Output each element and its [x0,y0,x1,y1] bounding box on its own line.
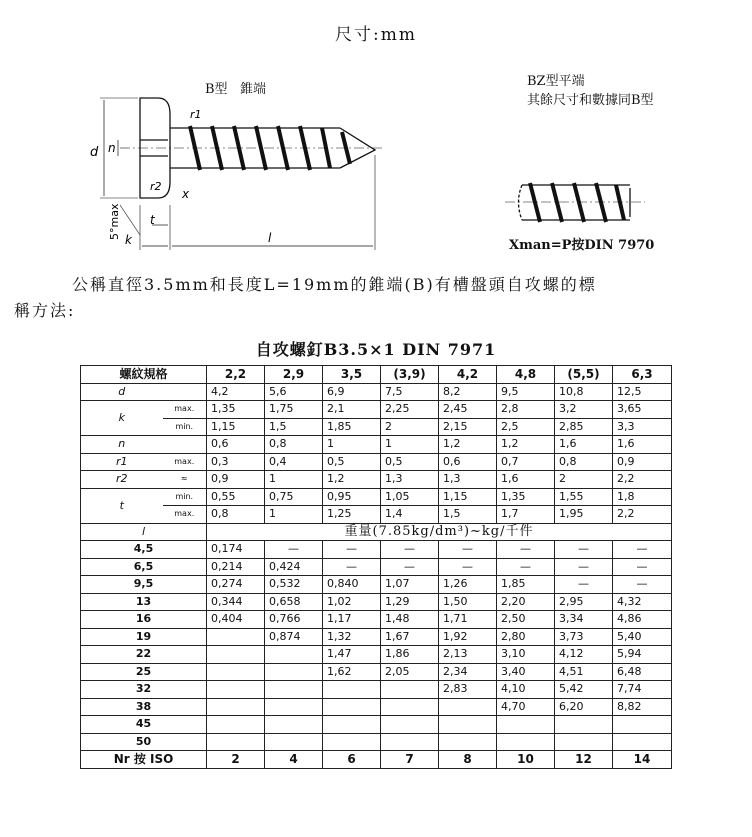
table-cell: 6,9 [323,383,381,401]
table-cell: — [497,558,555,576]
length-cell: 16 [81,611,207,629]
table-cell: 0,75 [265,488,323,506]
table-cell: 2,13 [439,646,497,664]
table-cell: 1,3 [381,471,439,489]
table-cell: — [555,576,613,594]
table-row [81,576,672,594]
weight-header: 重量(7.85kg/dm³)~kg/千件 [207,523,672,541]
table-cell: 0,766 [265,611,323,629]
size-header: (3,9) [381,366,439,384]
table-row [81,681,672,699]
table-cell: 0,4 [265,453,323,471]
table-cell: 9,5 [497,383,555,401]
table-cell [613,733,672,751]
table-cell [439,733,497,751]
table-cell: 2,20 [497,593,555,611]
table-cell [381,733,439,751]
length-cell: 38 [81,698,207,716]
table-cell: 2,95 [555,593,613,611]
designation-description [14,272,739,324]
table-cell: 1,95 [555,506,613,524]
table-cell: 0,840 [323,576,381,594]
table-cell: 1,35 [207,401,265,419]
b-type-screw [100,98,385,250]
nr-cell: 2 [207,751,265,769]
size-header: 2,2 [207,366,265,384]
table-row [81,716,672,734]
table-cell: 1,15 [207,418,265,436]
table-cell: — [555,541,613,559]
table-row [81,401,672,419]
table-cell: 3,65 [613,401,672,419]
table-cell: 1 [381,436,439,454]
length-cell: 19 [81,628,207,646]
row-label: k [81,401,163,436]
table-cell: 6,20 [555,698,613,716]
table-cell [207,628,265,646]
table-cell: 0,8 [207,506,265,524]
table-cell: 3,2 [555,401,613,419]
dim-n: n [108,141,116,155]
dim-t: t [150,213,155,227]
table-cell: 1,55 [555,488,613,506]
table-cell: 5,40 [613,628,672,646]
table-row [81,436,672,454]
table-cell [207,663,265,681]
table-cell: 4,10 [497,681,555,699]
row-label: d [81,383,163,401]
nr-cell: 12 [555,751,613,769]
table-cell: 1,48 [381,611,439,629]
table-cell: 1,15 [439,488,497,506]
table-cell [439,698,497,716]
table-row [81,646,672,664]
table-cell: 2,1 [323,401,381,419]
table-cell [497,733,555,751]
table-cell [265,716,323,734]
table-cell: 1,2 [439,436,497,454]
table-cell: 2,45 [439,401,497,419]
table-cell: 1,17 [323,611,381,629]
table-cell: — [613,558,672,576]
table-cell: — [497,541,555,559]
dim-r2: r2 [150,180,162,193]
table-cell: 2,2 [613,506,672,524]
description-line1: 公稱直徑3.5mm和長度L=19mm的錐端(B)有槽盤頭自攻螺的標 [72,275,597,294]
table-cell: 1,47 [323,646,381,664]
table-title: 自攻螺釘B3.5×1 DIN 7971 [255,340,497,359]
row-sublabel [163,436,207,454]
table-cell: 3,34 [555,611,613,629]
table-cell: 0,55 [207,488,265,506]
table-cell [265,663,323,681]
table-row [81,611,672,629]
table-cell [555,716,613,734]
unit-heading: 尺寸:mm [335,25,417,45]
table-cell: — [323,541,381,559]
bz-type-label [527,72,654,110]
table-row [81,383,672,401]
dim-l: l [268,231,272,245]
table-row [81,471,672,489]
table-cell: — [265,541,323,559]
table-cell: 0,7 [497,453,555,471]
table-cell: 0,6 [207,436,265,454]
table-cell: 1,85 [497,576,555,594]
table-cell: 4,86 [613,611,672,629]
table-cell [207,646,265,664]
table-cell [381,681,439,699]
nr-cell: 10 [497,751,555,769]
table-cell: 0,424 [265,558,323,576]
table-cell: 1,62 [323,663,381,681]
table-cell: 3,10 [497,646,555,664]
xman-note: Xman=P按DIN 7970 [509,238,655,253]
spec-table [80,365,672,769]
table-cell: 0,344 [207,593,265,611]
row-sublabel: min. [163,488,207,506]
table-cell: 4,51 [555,663,613,681]
length-cell: 50 [81,733,207,751]
nr-cell: 6 [323,751,381,769]
table-cell: — [439,558,497,576]
row-label: n [81,436,163,454]
table-cell: 0,8 [265,436,323,454]
table-cell: 2,05 [381,663,439,681]
table-cell: 0,214 [207,558,265,576]
table-cell: 2 [555,471,613,489]
table-cell: 1,25 [323,506,381,524]
row-label: r2 [81,471,163,489]
table-cell: 2,25 [381,401,439,419]
table-row [81,628,672,646]
row-label: t [81,488,163,523]
row-sublabel: max. [163,506,207,524]
table-cell: — [613,541,672,559]
table-cell: 7,5 [381,383,439,401]
table-cell [265,681,323,699]
table-cell: 5,42 [555,681,613,699]
table-cell: 1,86 [381,646,439,664]
table-row [81,663,672,681]
table-cell [265,698,323,716]
table-cell: 1 [323,436,381,454]
table-cell: 1,07 [381,576,439,594]
table-cell: 1,5 [439,506,497,524]
table-cell: 2 [381,418,439,436]
size-header: 4,8 [497,366,555,384]
table-cell: 0,658 [265,593,323,611]
table-cell: 6,48 [613,663,672,681]
table-cell: 8,2 [439,383,497,401]
table-cell: 1,75 [265,401,323,419]
table-cell: 5,6 [265,383,323,401]
size-header: (5,5) [555,366,613,384]
table-cell [207,733,265,751]
table-cell: 0,8 [555,453,613,471]
table-cell: 4,70 [497,698,555,716]
dim-angle: 5°max [108,203,121,240]
table-cell: 1,3 [439,471,497,489]
table-cell [323,698,381,716]
row-sublabel: max. [163,453,207,471]
table-cell: 0,3 [207,453,265,471]
table-row [81,506,672,524]
table-row [81,541,672,559]
length-cell: 9,5 [81,576,207,594]
table-cell [207,698,265,716]
table-cell: 8,82 [613,698,672,716]
table-row [81,453,672,471]
header-row [81,366,672,384]
table-cell: 0,404 [207,611,265,629]
table-cell: 1,6 [555,436,613,454]
table-cell: 2,83 [439,681,497,699]
table-cell [323,733,381,751]
table-cell: 4,12 [555,646,613,664]
nr-cell: 14 [613,751,672,769]
table-cell: — [555,558,613,576]
table-cell: 10,8 [555,383,613,401]
table-cell: 1,6 [613,436,672,454]
table-cell [613,716,672,734]
table-cell [265,733,323,751]
size-header: 6,3 [613,366,672,384]
table-cell: — [439,541,497,559]
length-cell: 25 [81,663,207,681]
table-cell: 5,94 [613,646,672,664]
dim-k: k [125,233,132,247]
nr-cell: 8 [439,751,497,769]
bz-type-line2: 其餘尺寸和數據同B型 [527,93,654,108]
length-cell: 13 [81,593,207,611]
row-sublabel: ≈ [163,471,207,489]
table-cell: 0,874 [265,628,323,646]
table-cell: 0,174 [207,541,265,559]
table-cell: 1,4 [381,506,439,524]
length-cell: 6,5 [81,558,207,576]
table-cell: — [323,558,381,576]
table-cell: 1,6 [497,471,555,489]
table-cell: 12,5 [613,383,672,401]
nr-cell: 7 [381,751,439,769]
row-sublabel [163,383,207,401]
table-cell: 1,2 [323,471,381,489]
table-cell: 1,67 [381,628,439,646]
table-cell: — [381,541,439,559]
table-cell: 2,50 [497,611,555,629]
table-cell: 3,3 [613,418,672,436]
description-line2: 稱方法: [14,301,76,320]
table-cell: 1,92 [439,628,497,646]
length-cell: 32 [81,681,207,699]
size-header: 4,2 [439,366,497,384]
size-header: 2,9 [265,366,323,384]
table-cell: 1,2 [497,436,555,454]
nr-cell: 4 [265,751,323,769]
table-cell: 3,40 [497,663,555,681]
nr-row [81,751,672,769]
length-cell: 22 [81,646,207,664]
table-cell: 0,532 [265,576,323,594]
table-cell: 4,2 [207,383,265,401]
table-cell: 0,5 [323,453,381,471]
table-cell: 1 [265,506,323,524]
row-label: r1 [81,453,163,471]
table-cell: 1,35 [497,488,555,506]
table-cell [323,716,381,734]
table-cell [265,646,323,664]
table-cell: 1,7 [497,506,555,524]
table-cell: 1,50 [439,593,497,611]
table-cell: 2,34 [439,663,497,681]
table-cell [439,716,497,734]
table-row [81,698,672,716]
row-sublabel: min. [163,418,207,436]
table-cell: 1,32 [323,628,381,646]
row-sublabel: max. [163,401,207,419]
table-row [81,733,672,751]
table-cell: 1,26 [439,576,497,594]
table-cell: 2,80 [497,628,555,646]
table-cell: 2,85 [555,418,613,436]
table-cell: 7,74 [613,681,672,699]
table-cell: 1,85 [323,418,381,436]
table-cell: — [613,576,672,594]
table-cell: 2,15 [439,418,497,436]
table-cell: 1,8 [613,488,672,506]
bz-type-line1: BZ型平端 [527,74,585,89]
l-label: l [81,523,207,541]
table-cell: 1,71 [439,611,497,629]
table-cell [207,716,265,734]
table-cell: 0,274 [207,576,265,594]
table-cell: 1,29 [381,593,439,611]
table-cell: 2,2 [613,471,672,489]
dim-r1: r1 [190,108,202,121]
table-row [81,558,672,576]
table-row [81,488,672,506]
dim-x: x [182,187,190,201]
table-cell: — [381,558,439,576]
table-cell: 4,32 [613,593,672,611]
table-cell [555,733,613,751]
table-cell: 1,5 [265,418,323,436]
table-cell [207,681,265,699]
table-row [81,593,672,611]
table-cell [323,681,381,699]
table-cell: 0,6 [439,453,497,471]
length-cell: 45 [81,716,207,734]
size-header: 3,5 [323,366,381,384]
table-cell [381,716,439,734]
table-cell: 0,9 [207,471,265,489]
table-cell: 2,5 [497,418,555,436]
table-cell: 0,5 [381,453,439,471]
table-cell: 0,95 [323,488,381,506]
weight-header-row [81,523,672,541]
table-row [81,418,672,436]
header-label: 螺紋規格 [81,366,207,384]
table-cell: 1 [265,471,323,489]
nr-label: Nr 按 ISO [81,751,207,769]
bz-type-screw [505,183,645,222]
table-cell: 1,05 [381,488,439,506]
table-cell: 1,02 [323,593,381,611]
b-type-label: B型 錐端 [205,82,266,97]
length-cell: 4,5 [81,541,207,559]
table-cell: 3,73 [555,628,613,646]
table-cell [497,716,555,734]
dim-d: d [90,145,99,160]
table-cell: 0,9 [613,453,672,471]
table-cell [381,698,439,716]
table-cell: 2,8 [497,401,555,419]
